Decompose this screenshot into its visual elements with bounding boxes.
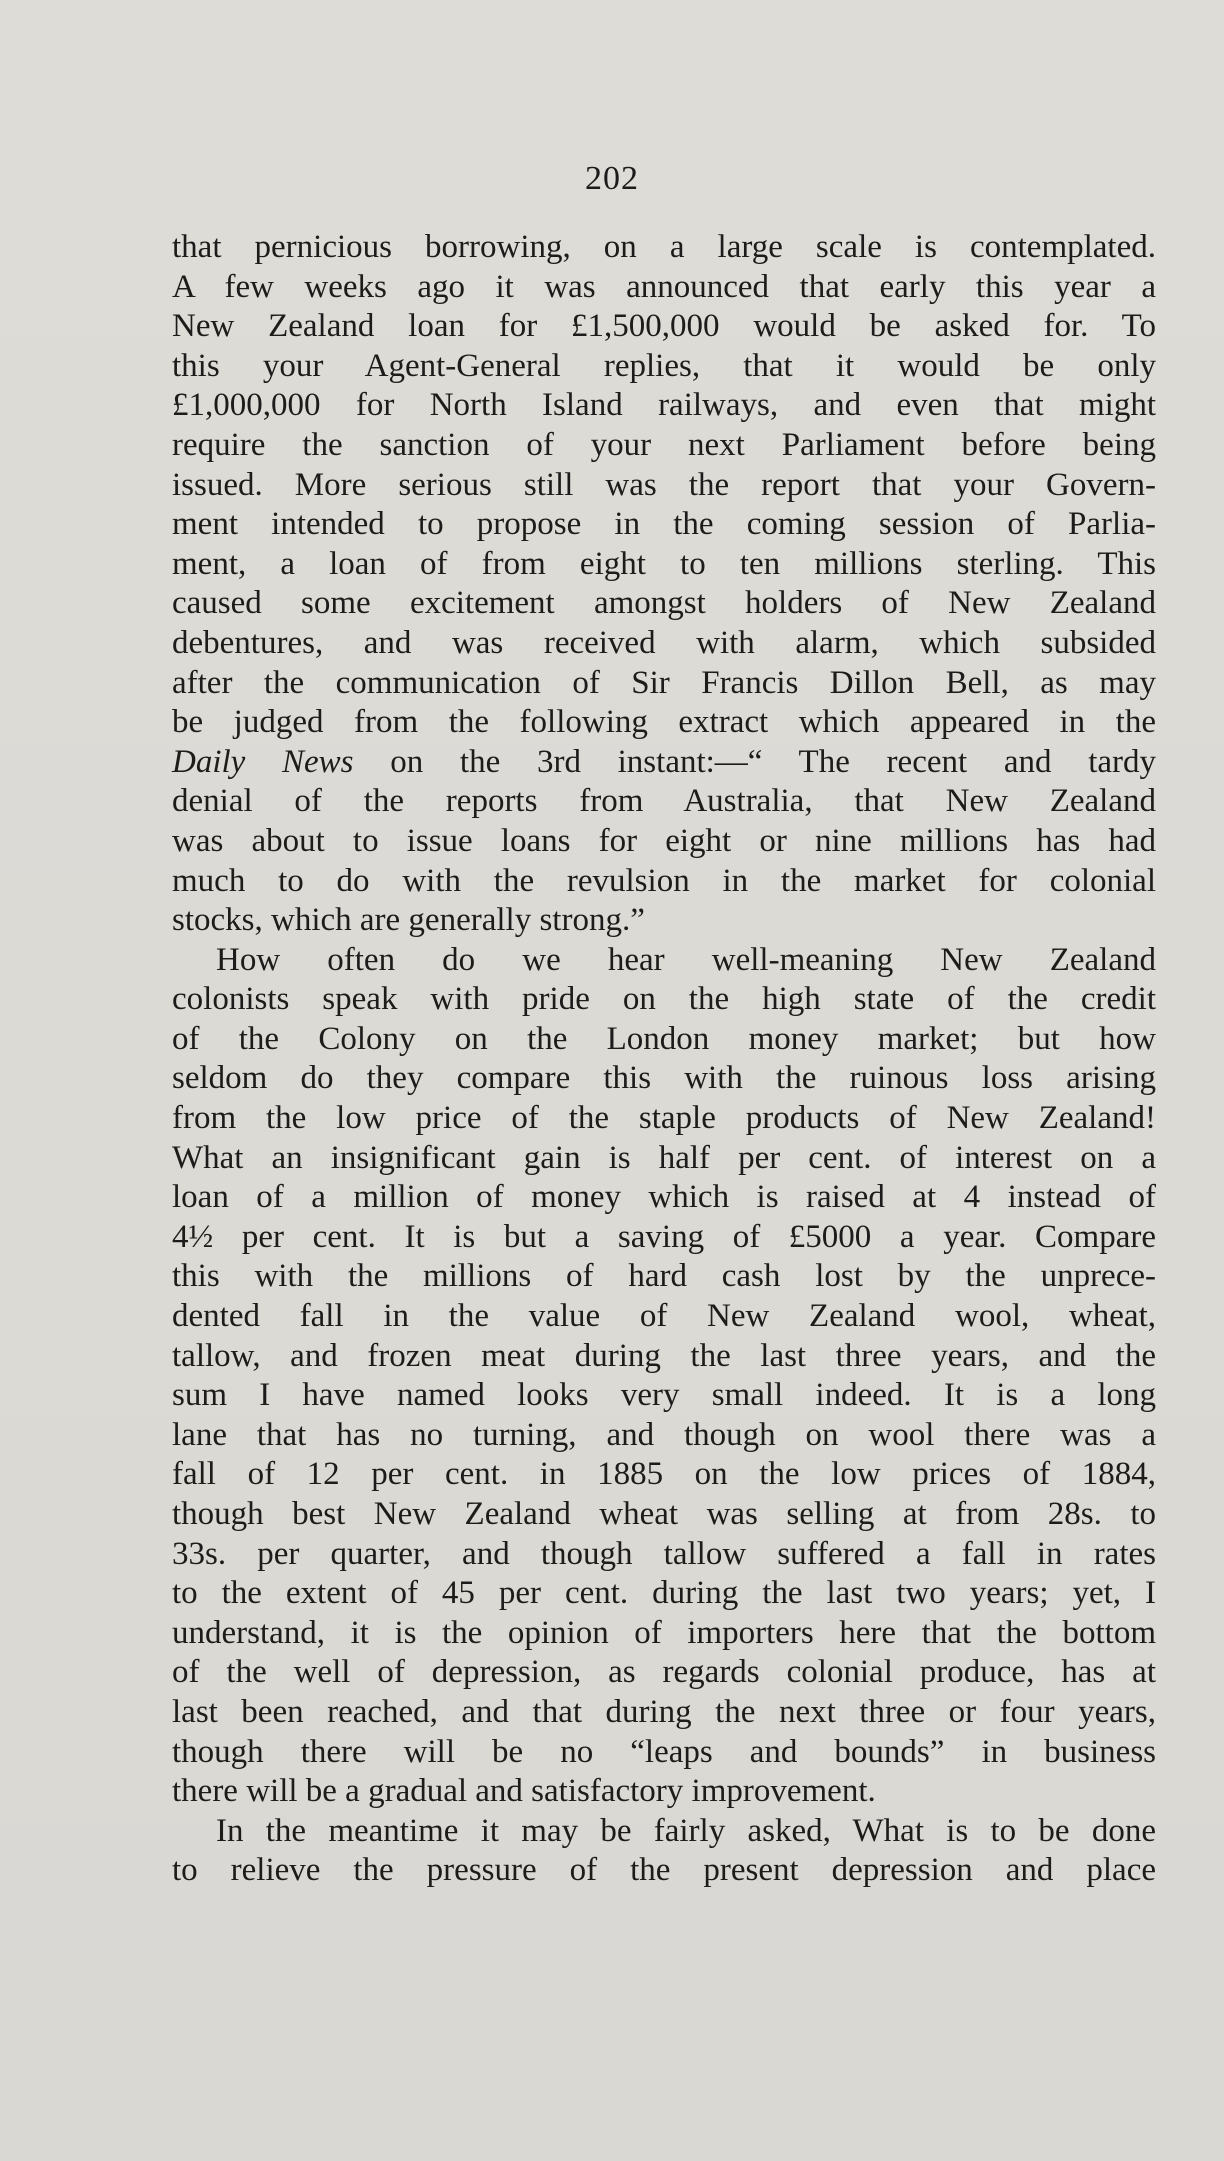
text-line: was about to issue loans for eight or nine millions has had <box>172 822 1156 859</box>
text-line: In the meantime it may be fairly asked, What is to be done <box>216 1812 1156 1849</box>
text-line: though best New Zealand wheat was selling at from 28s. to <box>172 1496 1156 1532</box>
text-line: this with the millions of hard cash lost by the unprece- <box>172 1258 1156 1295</box>
text-line: denial of the reports from Australia, that New Zealand <box>172 783 1156 820</box>
text-line: debentures, and was received with alarm, which subsided <box>172 624 1156 661</box>
text-line: caused some excitement amongst holders of New Zealand <box>172 585 1156 622</box>
text-line: of the Colony on the London money market; but how <box>172 1020 1156 1057</box>
paragraph-1 <box>172 228 1156 941</box>
text-line: much to do with the revulsion in the market for colonial <box>172 862 1156 899</box>
text-line: A few weeks ago it was announced that early this year a <box>172 268 1156 305</box>
text-line: be judged from the following extract which appeared in the <box>172 704 1156 741</box>
text-line: tallow, and frozen meat during the last three years, and the <box>172 1337 1156 1374</box>
text-line: dented fall in the value of New Zealand wool, wheat, <box>172 1298 1156 1335</box>
text-line: How often do we hear well-meaning New Zealand <box>216 941 1156 978</box>
text-line: New Zealand loan for £1,500,000 would be asked for. To <box>172 308 1156 345</box>
body-text <box>172 228 1156 1891</box>
text-line: sum I have named looks very small indeed. It is a long <box>172 1377 1156 1414</box>
text-line: understand, it is the opinion of importers here that the bottom <box>172 1614 1156 1651</box>
text-line: last been reached, and that during the next three or four years, <box>172 1693 1156 1730</box>
text-line: seldom do they compare this with the ruinous loss arising <box>172 1060 1156 1097</box>
text-line: 4½ per cent. It is but a saving of £5000 a year. Compare <box>172 1218 1156 1255</box>
text-line: require the sanction of your next Parliament before being <box>172 426 1156 463</box>
text-line: issued. More serious still was the report that your Govern- <box>172 466 1156 503</box>
text-line: ment, a loan of from eight to ten millions sterling. This <box>172 545 1156 582</box>
paragraph-2 <box>172 941 1156 1812</box>
text-line: fall of 12 per cent. in 1885 on the low prices of 1884, <box>172 1456 1156 1493</box>
text-line: ment intended to propose in the coming session of Parlia- <box>172 506 1156 543</box>
text-line: loan of a million of money which is raised at 4 instead of <box>172 1179 1156 1216</box>
text-line: that pernicious borrowing, on a large scale is contemplated. <box>172 229 1156 265</box>
text-line: after the communication of Sir Francis Dillon Bell, as may <box>172 664 1156 701</box>
text-line: 33s. per quarter, and though tallow suffered a fall in rates <box>172 1535 1156 1572</box>
text-line: to the extent of 45 per cent. during the last two years; yet, I <box>172 1575 1156 1612</box>
text-line: this your Agent-General replies, that it would be only <box>172 347 1156 384</box>
paragraph-3 <box>172 1812 1156 1891</box>
text-line: to relieve the pressure of the present depression and place <box>172 1852 1156 1889</box>
text-line: lane that has no turning, and though on wool there was a <box>172 1416 1156 1453</box>
text-line-remainder: on the 3rd instant:—“ The recent and tardy <box>390 743 1157 780</box>
text-line: there will be a gradual and satisfactory improvement. <box>172 1773 876 1810</box>
text-line: colonists speak with pride on the high state of the credit <box>172 981 1156 1018</box>
page-number: 202 <box>585 160 639 197</box>
text-line: of the well of depression, as regards colonial produce, has at <box>172 1654 1156 1691</box>
text-line: What an insignificant gain is half per cent. of interest on a <box>172 1139 1156 1176</box>
text-line: though there will be no “leaps and bounds” in business <box>172 1733 1156 1770</box>
text-line: £1,000,000 for North Island railways, and even that might <box>172 387 1156 424</box>
text-line-with-title <box>172 743 1156 783</box>
newspaper-title: Daily News <box>172 743 354 780</box>
text-line: from the low price of the staple products of New Zealand! <box>172 1100 1156 1137</box>
text-line: stocks, which are generally strong.” <box>172 902 645 939</box>
